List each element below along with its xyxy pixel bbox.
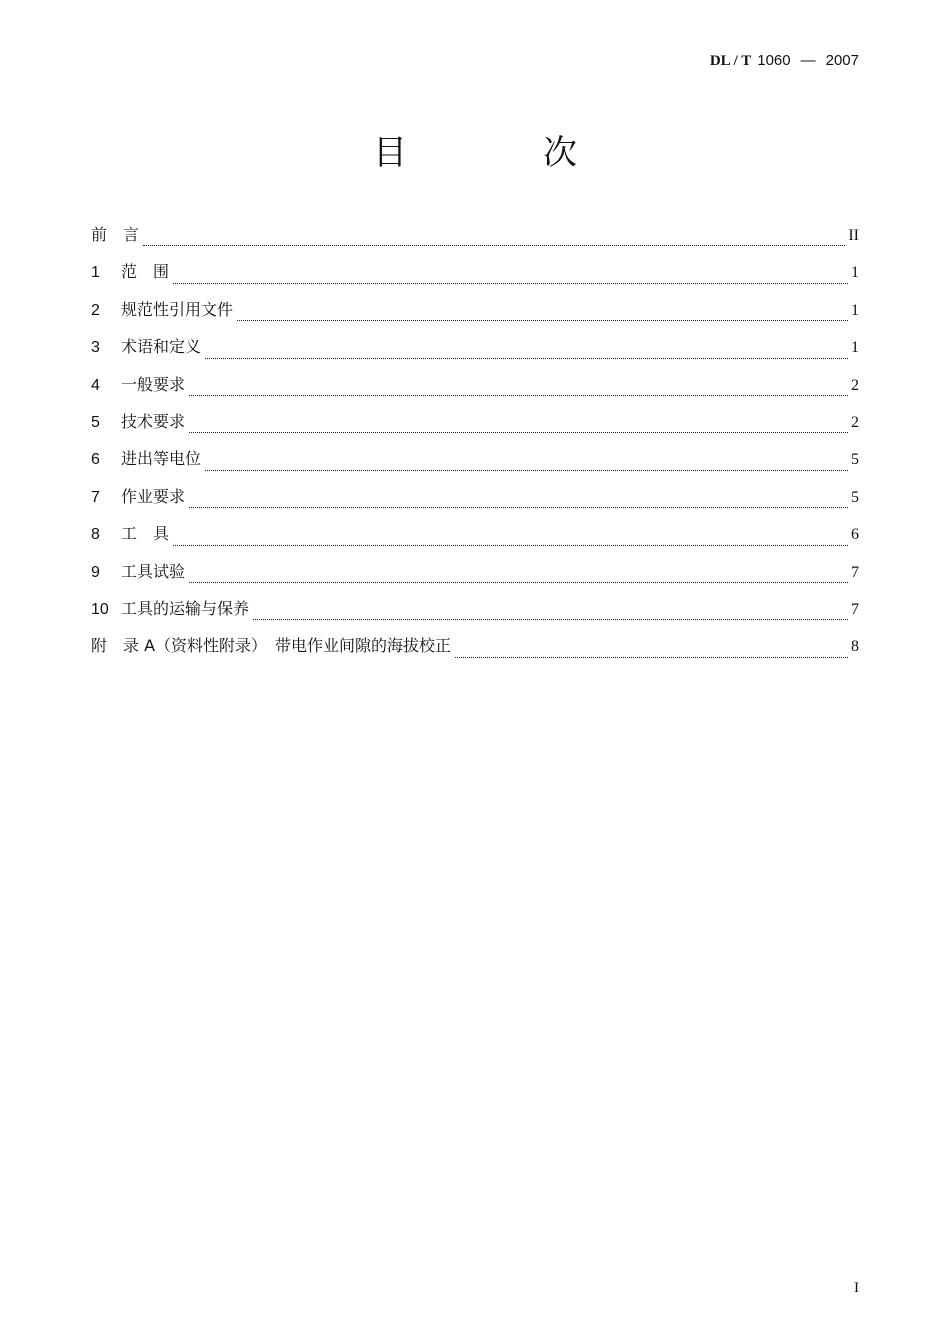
toc-entry-title: 技术要求	[121, 411, 186, 431]
toc-entry-title: 规范性引用文件	[121, 299, 234, 319]
title-char-2: 次	[543, 133, 577, 173]
toc-entry-page: 7	[851, 563, 859, 581]
toc-entry[interactable]	[91, 332, 859, 369]
standard-dash: —	[800, 52, 816, 69]
toc-dot-leader	[173, 544, 848, 546]
toc-entry[interactable]	[91, 407, 859, 444]
toc-entry-title: 附 录 A（资料性附录） 带电作业间隙的海拔校正	[91, 636, 452, 656]
toc-entry-page: 2	[851, 376, 859, 394]
toc-entry-number: 2	[91, 301, 100, 319]
toc-dot-leader	[189, 394, 848, 396]
toc-entry-number: 3	[91, 339, 100, 357]
toc-entry-title: 进出等电位	[121, 449, 202, 469]
footer-page-number: I	[854, 1280, 859, 1296]
toc-dot-leader	[205, 357, 848, 359]
toc-entry-title: 作业要求	[121, 486, 186, 506]
toc-entry-page: 6	[851, 526, 859, 544]
toc-dot-leader	[189, 506, 848, 508]
toc-entry-title: 前 言	[91, 225, 140, 244]
standard-number: 1060	[757, 52, 791, 69]
toc-entry-title: 工具试验	[121, 561, 186, 581]
toc-entry-number: 8	[91, 526, 100, 544]
toc-entry-number: 1	[91, 264, 100, 282]
toc-entry-page: 2	[851, 413, 859, 431]
toc-entry[interactable]	[91, 370, 859, 407]
toc-entry[interactable]	[91, 557, 859, 594]
toc-entry-page: 5	[851, 488, 859, 506]
toc-dot-leader	[173, 282, 848, 284]
toc-dot-leader	[253, 618, 848, 620]
toc-dot-leader	[189, 431, 848, 433]
toc-entry-number: 6	[91, 451, 100, 469]
toc-entry-page: 1	[851, 301, 859, 319]
toc-entry-page: 5	[851, 451, 859, 469]
toc-entry[interactable]	[91, 220, 859, 257]
toc-entry[interactable]	[91, 482, 859, 519]
toc-dot-leader	[205, 469, 848, 471]
toc-entry-page: 8	[851, 638, 859, 656]
toc-entry-page: 7	[851, 600, 859, 618]
title-char-1: 目	[373, 133, 407, 173]
toc-entry-title: 范 围	[121, 262, 170, 282]
toc-entry-number: 4	[91, 376, 100, 394]
toc-entry-number: 7	[91, 488, 100, 506]
toc-dot-leader	[189, 581, 848, 583]
toc-entry-page: 1	[851, 339, 859, 357]
toc-entry-number: 5	[91, 413, 100, 431]
toc-dot-leader	[237, 319, 848, 321]
toc-entry-title: 术语和定义	[121, 337, 202, 357]
table-of-contents	[91, 220, 859, 669]
toc-entry-title: 一般要求	[121, 374, 186, 394]
toc-entry[interactable]	[91, 444, 859, 481]
toc-entry-title: 工具的运输与保养	[121, 598, 250, 618]
toc-dot-leader	[143, 244, 845, 246]
toc-entry-title: 工 具	[121, 524, 170, 544]
toc-entry-page: II	[848, 227, 859, 244]
toc-entry[interactable]	[91, 594, 859, 631]
toc-dot-leader	[455, 656, 848, 658]
toc-entry-number: 10	[91, 600, 109, 618]
standard-prefix: DL / T	[709, 53, 752, 69]
standard-year: 2007	[825, 52, 859, 69]
standard-code	[710, 52, 859, 70]
toc-entry[interactable]	[91, 295, 859, 332]
toc-entry[interactable]	[91, 519, 859, 556]
toc-entry-number: 9	[91, 563, 100, 581]
toc-entry[interactable]	[91, 257, 859, 294]
page-title	[0, 128, 950, 178]
toc-entry[interactable]	[91, 631, 859, 668]
toc-entry-page: 1	[851, 264, 859, 282]
